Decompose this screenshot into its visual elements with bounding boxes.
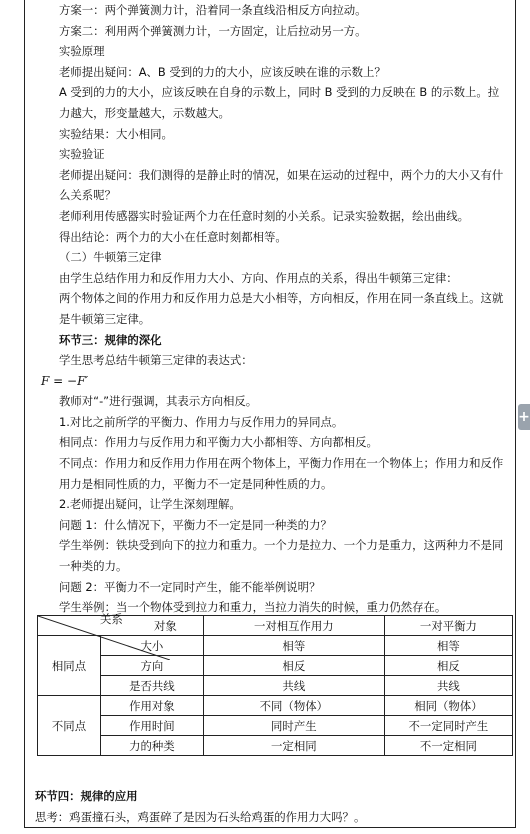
- document-frame: [24, 0, 516, 828]
- row-cell: 相等: [203, 636, 384, 656]
- paragraph-line: 老师提出疑问：我们测得的是静止时的情况，如果在运动的过程中，两个力的大小又有什么关系呢？: [59, 167, 504, 203]
- row-cell: 不同（物体）: [203, 696, 384, 716]
- row-cell: 一定相同: [203, 736, 384, 756]
- paragraph-line: （二）牛顿第三定律: [59, 250, 162, 265]
- paragraph-line: 问题 2：平衡力不一定同时产生，能不能举例说明？: [59, 579, 321, 594]
- document-body: [35, 0, 509, 618]
- paragraph-line: 相同点：作用力与反作用力和平衡力大小都相等、方向都相反。: [59, 435, 378, 450]
- row-cell: 共线: [203, 676, 384, 696]
- paragraph-line: A 受到的力的大小，应该反映在自身的示数上，同时 B 受到的力反映在 B 的示数上。拉力越大，形变量越大，示数越大。: [59, 85, 500, 120]
- row-cell: 同时产生: [203, 716, 384, 736]
- section-four-line: 环节四：规律的应用: [35, 789, 138, 803]
- paragraph-line: 实验结果：大小相同。: [59, 126, 173, 141]
- row-item: 方向: [101, 656, 204, 676]
- paragraph-line: 环节三：规律的深化: [59, 332, 162, 347]
- row-item: 大小: [101, 636, 204, 656]
- group-diff-label: 不同点: [38, 696, 101, 756]
- section-four: [35, 786, 509, 827]
- paragraph-line: 1.对比之前所学的平衡力、作用力与反作用力的异同点。: [59, 414, 344, 429]
- section-four-line: 思考：鸡蛋撞石头，鸡蛋碎了是因为石头给鸡蛋的作用力大吗？。: [35, 809, 366, 824]
- col-header-interaction: 一对相互作用力: [203, 616, 384, 636]
- paragraph-line: 老师利用传感器实时验证两个力在任意时刻的小关系。记录实验数据，绘出曲线。: [59, 208, 470, 223]
- row-cell: 相反: [384, 656, 512, 676]
- table-diagonal-header: [38, 612, 204, 636]
- paragraph-line: 不同点：作用力和反作用力作用在两个物体上，平衡力作用在一个物体上；作用力和反作用力是相同性质的力，平衡力不一定是同种性质的力。: [59, 456, 504, 491]
- header-relation-label: 关系: [100, 612, 123, 626]
- row-cell: 共线: [384, 676, 512, 696]
- expand-button[interactable]: +: [518, 404, 530, 430]
- paragraph-line: 老师提出疑问：A、B 受到的力的大小，应该反映在谁的示数上？: [59, 64, 386, 79]
- row-cell: 不一定同时产生: [384, 716, 512, 736]
- row-cell: 相等: [384, 636, 512, 656]
- paragraph-line: 学生思考总结牛顿第三定律的表达式：: [59, 353, 253, 368]
- paragraph-line: F = −F′: [41, 373, 89, 388]
- row-item: 作用时间: [101, 716, 204, 736]
- paragraph-line: 两个物体之间的作用力和反作用力总是大小相等，方向相反，作用在同一条直线上。这就是牛顿第三定律。: [59, 291, 504, 326]
- row-item: 力的种类: [101, 736, 204, 756]
- comparison-table: [37, 612, 513, 756]
- paragraph-line: 实验原理: [59, 44, 105, 59]
- col-header-balance: 一对平衡力: [384, 616, 512, 636]
- paragraph-line: 问题 1：什么情况下，平衡力不一定是同一种类的力？: [59, 517, 332, 532]
- row-item: 是否共线: [101, 676, 204, 696]
- row-item: 作用对象: [101, 696, 204, 716]
- paragraph-line: 学生举例：当一个物体受到拉力和重力，当拉力消失的时候，重力仍然存在。: [59, 600, 447, 615]
- paragraph-line: 由学生总结作用力和反作用力大小、方向、作用点的关系，得出牛顿第三定律：: [59, 270, 458, 285]
- row-cell: 相同（物体）: [384, 696, 512, 716]
- paragraph-line: 2.老师提出疑问，让学生深刻理解。: [59, 497, 241, 512]
- paragraph-line: 方案二：利用两个弹簧测力计，一方固定，让后拉动另一方。: [59, 23, 367, 38]
- paragraph-line: 得出结论：两个力的大小在任意时刻都相等。: [59, 229, 287, 244]
- paragraph-line: 实验验证: [59, 147, 105, 162]
- paragraph-line: 方案一：两个弹簧测力计，沿着同一条直线沿相反方向拉动。: [59, 3, 367, 17]
- row-cell: 相反: [203, 656, 384, 676]
- row-cell: 不一定相同: [384, 736, 512, 756]
- group-same-label: 相同点: [38, 636, 101, 696]
- header-object-label: 对象: [154, 619, 177, 633]
- paragraph-line: 学生举例：铁块受到向下的拉力和重力。一个力是拉力、一个力是重力，这两种力不是同一种类的力。: [59, 538, 504, 574]
- paragraph-line: 教师对“-”进行强调，其表示方向相反。: [59, 394, 258, 409]
